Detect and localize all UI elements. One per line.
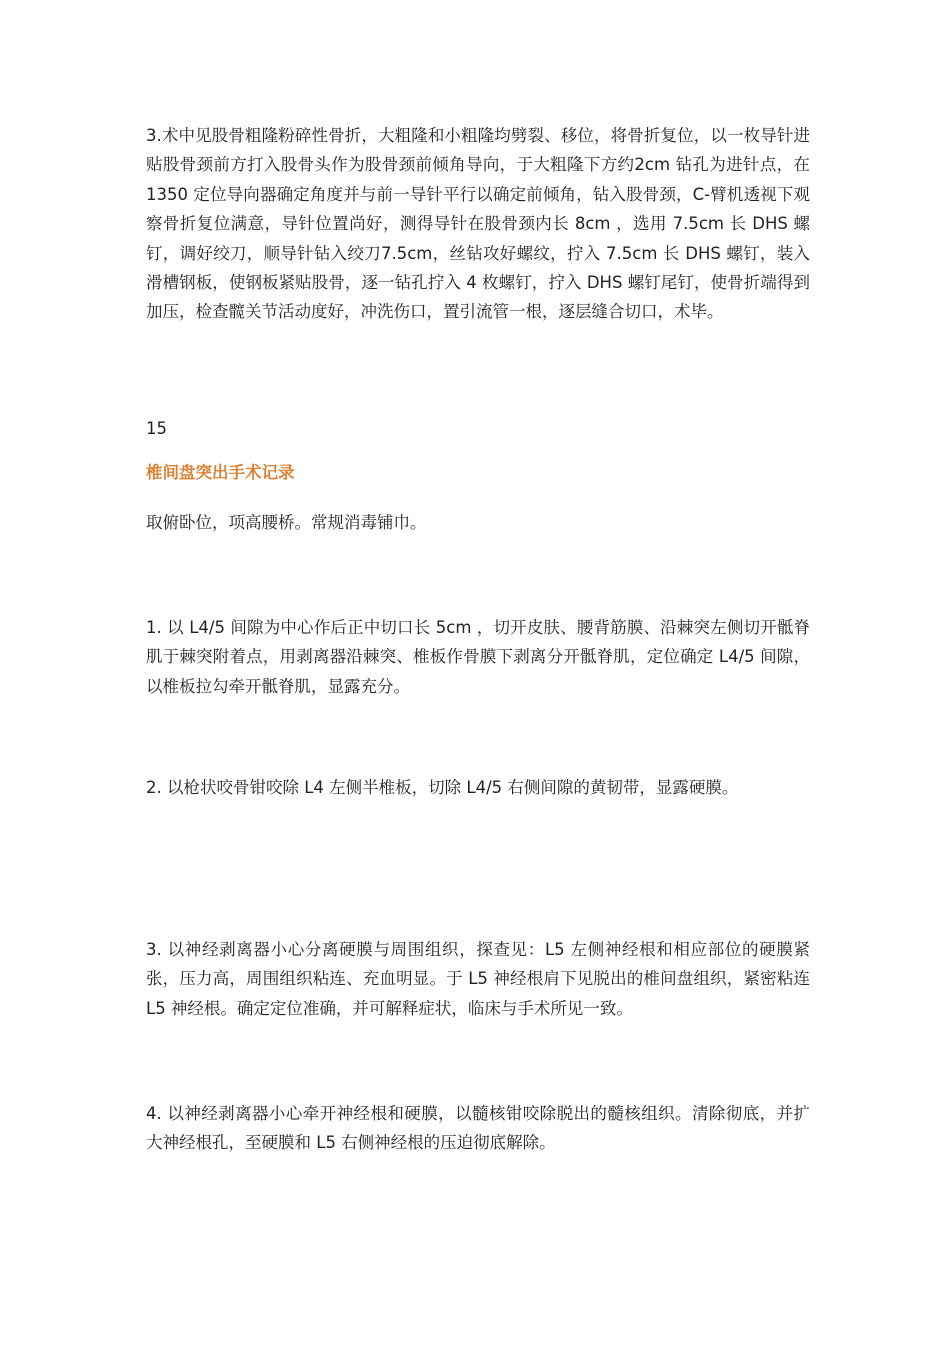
step-3-paragraph: 3. 以神经剥离器小心分离硬膜与周围组织，探查见：L5 左侧神经根和相应部位的硬膜紧张，压力高，周围组织粘连、充血明显。于 L5 神经根肩下见脱出的椎间盘组织，紧密粘连 L5 神经根。确定定位准确，并可解释症状，临床与手术所见一致。 [146,940,810,1018]
page-number: 15 [146,419,167,438]
position-paragraph: 取俯卧位，项高腰桥。常规消毒铺巾。 [146,513,427,532]
intro-paragraph: 3.术中见股骨粗隆粉碎性骨折，大粗隆和小粗隆均劈裂、移位，将骨折复位，以一枚导针进贴股骨颈前方打入股骨头作为股骨颈前倾角导向，于大粗隆下方约2cm 钻孔为进针点，在 1350 定位导向器确定角度并与前一导针平行以确定前倾角，钻入股骨颈，C-臂机透视下观察骨折复位满意，导针位置尚好，测得导针在股骨颈内长 8cm ，选用 7.5cm 长 DHS 螺钉，调好绞刀，顺导针钻入绞刀7.5cm，丝钻攻好螺纹，拧入 7.5cm 长 DHS 螺钉，装入滑槽钢板，使钢板紧贴股骨，逐一钻孔拧入 4 枚螺钉，拧入 DHS 螺钉尾钉，使骨折端得到加压，检查髋关节活动度好，冲洗伤口，置引流管一根，逐层缝合切口，术毕。 [146,126,810,322]
step-2-paragraph: 2. 以枪状咬骨钳咬除 L4 左侧半椎板，切除 L4/5 右侧间隙的黄韧带，显露硬膜。 [146,778,739,797]
step-1-paragraph: 1. 以 L4/5 间隙为中心作后正中切口长 5cm ，切开皮肤、腰背筋膜、沿棘突左侧切开骶脊肌于棘突附着点，用剥离器沿棘突、椎板作骨膜下剥离分开骶脊肌，定位确定 L4/5 间隙，以椎板拉勾牵开骶脊肌，显露充分。 [146,618,810,696]
step-4-paragraph: 4. 以神经剥离器小心牵开神经根和硬膜，以髓核钳咬除脱出的髓核组织。清除彻底，并扩大神经根孔，至硬膜和 L5 右侧神经根的压迫彻底解除。 [146,1104,810,1153]
section-title: 椎间盘突出手术记录 [146,463,295,482]
